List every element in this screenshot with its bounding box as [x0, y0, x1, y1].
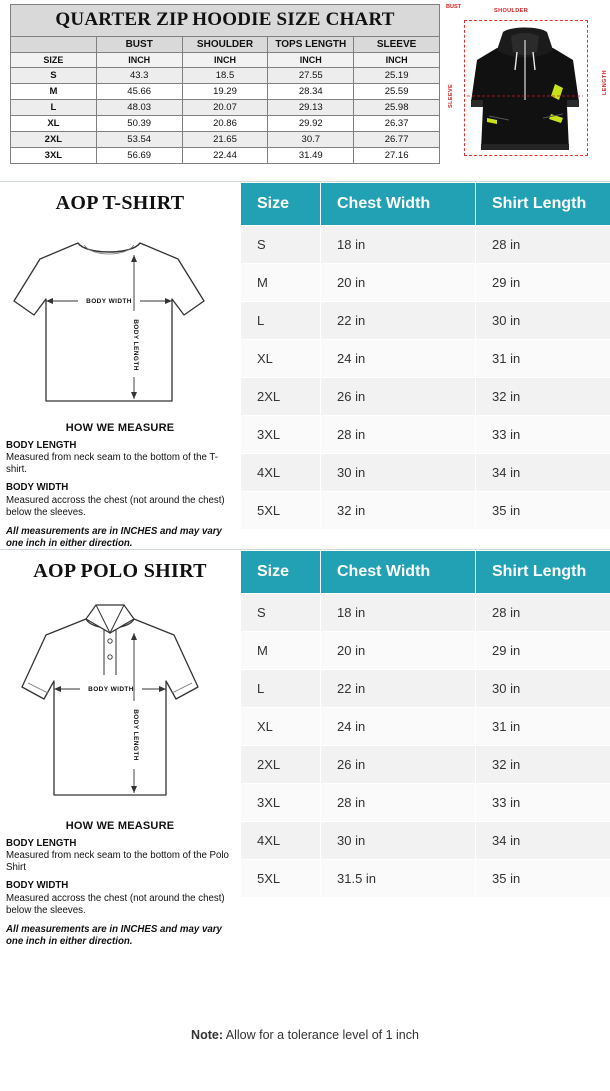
- cell-bust: 48.03: [96, 100, 182, 116]
- hoodie-illustration: [463, 26, 587, 156]
- cell-chest-width: 26 in: [321, 378, 476, 416]
- cell-bust: 50.39: [96, 116, 182, 132]
- cell-shirt-length: 33 in: [476, 416, 610, 454]
- cell-size: M: [11, 84, 97, 100]
- cell-size: L: [241, 670, 321, 708]
- cell-size: L: [241, 302, 321, 340]
- cell-length: 29.13: [268, 100, 354, 116]
- cell-size: S: [241, 594, 321, 632]
- polo-body-width-label: BODY WIDTH: [88, 686, 134, 693]
- cell-shirt-length: 31 in: [476, 708, 610, 746]
- table-row: [241, 708, 610, 746]
- polo-body-length-label: BODY LENGTH: [132, 709, 139, 761]
- cell-shirt-length: 35 in: [476, 860, 610, 898]
- cell-bust: 43.3: [96, 68, 182, 84]
- cell-chest-width: 24 in: [321, 340, 476, 378]
- table-row: [241, 454, 610, 492]
- polo-title: AOP POLO SHIRT: [33, 560, 207, 582]
- tshirt-body-width-label: BODY WIDTH: [86, 298, 132, 305]
- cell-chest-width: 31.5 in: [321, 860, 476, 898]
- hoodie-sleeve-label: SLEEVE: [448, 83, 454, 108]
- header-shirt-length: Shirt Length: [476, 551, 610, 594]
- hoodie-size-chart-section: [0, 0, 610, 182]
- cell-length: 30.7: [268, 132, 354, 148]
- cell-sleeve: 25.98: [354, 100, 440, 116]
- cell-chest-width: 18 in: [321, 594, 476, 632]
- table-row: [241, 746, 610, 784]
- cell-chest-width: 22 in: [321, 670, 476, 708]
- tolerance-note: [0, 1028, 610, 1042]
- cell-size: S: [241, 226, 321, 264]
- table-row: [241, 594, 610, 632]
- hoodie-length-label: LENGTH: [602, 70, 608, 96]
- cell-size: 4XL: [241, 822, 321, 860]
- cell-chest-width: 30 in: [321, 822, 476, 860]
- polo-diagram: [0, 583, 240, 813]
- hoodie-chart-title: QUARTER ZIP HOODIE SIZE CHART: [10, 4, 440, 36]
- unit-cell-shoulder: INCH: [182, 53, 268, 68]
- cell-sleeve: 26.37: [354, 116, 440, 132]
- cell-chest-width: 32 in: [321, 492, 476, 530]
- cell-size: XL: [241, 708, 321, 746]
- tshirt-body-length-label: BODY LENGTH: [132, 319, 139, 371]
- tolerance-note-text: Allow for a tolerance level of 1 inch: [223, 1028, 419, 1042]
- tshirt-diagram: [0, 215, 240, 415]
- cell-size: 2XL: [241, 746, 321, 784]
- table-row: [241, 822, 610, 860]
- cell-shirt-length: 29 in: [476, 632, 610, 670]
- cell-chest-width: 18 in: [321, 226, 476, 264]
- cell-size: 3XL: [241, 416, 321, 454]
- header-cell-tops-length: TOPS LENGTH: [268, 37, 354, 53]
- tshirt-title: AOP T-SHIRT: [55, 192, 185, 214]
- cell-size: 5XL: [241, 492, 321, 530]
- cell-shirt-length: 32 in: [476, 746, 610, 784]
- cell-size: 3XL: [11, 148, 97, 164]
- cell-shirt-length: 34 in: [476, 822, 610, 860]
- polo-info-panel: [0, 550, 240, 948]
- cell-size: L: [11, 100, 97, 116]
- tshirt-body-length-title: BODY LENGTH: [6, 440, 77, 451]
- table-row: [241, 378, 610, 416]
- cell-bust: 53.54: [96, 132, 182, 148]
- tshirt-body-width-block: [0, 476, 240, 518]
- cell-size: M: [241, 264, 321, 302]
- cell-bust: 56.69: [96, 148, 182, 164]
- cell-sleeve: 25.59: [354, 84, 440, 100]
- polo-body-length-block: [0, 832, 240, 874]
- table-row: [241, 632, 610, 670]
- header-chest-width: Chest Width: [321, 183, 476, 226]
- cell-size: 3XL: [241, 784, 321, 822]
- cell-shoulder: 20.07: [182, 100, 268, 116]
- tshirt-body-width-title: BODY WIDTH: [6, 482, 69, 494]
- table-unit-row: [11, 53, 440, 68]
- cell-shirt-length: 28 in: [476, 594, 610, 632]
- tshirt-table-panel: [240, 182, 610, 530]
- cell-length: 27.55: [268, 68, 354, 84]
- cell-length: 31.49: [268, 148, 354, 164]
- table-row: [241, 302, 610, 340]
- cell-chest-width: 28 in: [321, 784, 476, 822]
- cell-shoulder: 18.5: [182, 68, 268, 84]
- cell-size: 5XL: [241, 860, 321, 898]
- polo-how-we-measure-heading: HOW WE MEASURE: [65, 820, 175, 832]
- table-row: [11, 148, 440, 164]
- tshirt-size-chart-section: [0, 182, 610, 550]
- cell-chest-width: 24 in: [321, 708, 476, 746]
- table-row: [241, 340, 610, 378]
- cell-size: 2XL: [241, 378, 321, 416]
- cell-sleeve: 27.16: [354, 148, 440, 164]
- tolerance-note-label: Note:: [191, 1028, 223, 1042]
- header-chest-width: Chest Width: [321, 551, 476, 594]
- tshirt-size-table: [240, 182, 610, 530]
- cell-shirt-length: 33 in: [476, 784, 610, 822]
- polo-body-width-desc: Measured accross the chest (not around the chest) below the sleeves.: [6, 892, 225, 916]
- table-header-row: [11, 37, 440, 53]
- cell-shirt-length: 29 in: [476, 264, 610, 302]
- cell-chest-width: 30 in: [321, 454, 476, 492]
- header-cell-bust: BUST: [96, 37, 182, 53]
- cell-chest-width: 20 in: [321, 632, 476, 670]
- table-header-row: [241, 183, 610, 226]
- cell-shirt-length: 32 in: [476, 378, 610, 416]
- cell-chest-width: 22 in: [321, 302, 476, 340]
- table-row: [241, 860, 610, 898]
- cell-sleeve: 25.19: [354, 68, 440, 84]
- cell-chest-width: 20 in: [321, 264, 476, 302]
- cell-chest-width: 26 in: [321, 746, 476, 784]
- tshirt-info-panel: [0, 182, 240, 550]
- cell-shirt-length: 30 in: [476, 302, 610, 340]
- polo-body-width-block: [0, 874, 240, 916]
- table-row: [241, 226, 610, 264]
- table-row: [11, 116, 440, 132]
- table-row: [241, 416, 610, 454]
- cell-shirt-length: 31 in: [476, 340, 610, 378]
- cell-shoulder: 22.44: [182, 148, 268, 164]
- hoodie-measurement-figure: [446, 4, 608, 176]
- polo-size-chart-section: [0, 550, 610, 1050]
- cell-size: XL: [11, 116, 97, 132]
- tshirt-body-length-block: [0, 434, 240, 476]
- cell-sleeve: 26.77: [354, 132, 440, 148]
- polo-table-panel: [240, 550, 610, 898]
- unit-cell-tops-length: INCH: [268, 53, 354, 68]
- header-size: Size: [241, 183, 321, 226]
- cell-shirt-length: 34 in: [476, 454, 610, 492]
- polo-measurement-note: All measurements are in INCHES and may vary one inch in either direction.: [6, 923, 222, 947]
- header-cell-sleeve: SLEEVE: [354, 37, 440, 53]
- cell-size: S: [11, 68, 97, 84]
- cell-size: M: [241, 632, 321, 670]
- table-row: [11, 100, 440, 116]
- cell-shirt-length: 35 in: [476, 492, 610, 530]
- cell-bust: 45.66: [96, 84, 182, 100]
- tshirt-how-we-measure-heading: HOW WE MEASURE: [65, 422, 175, 434]
- cell-shirt-length: 30 in: [476, 670, 610, 708]
- header-cell-blank: [11, 37, 97, 53]
- hoodie-bust-label: BUST: [446, 4, 461, 10]
- header-cell-shoulder: SHOULDER: [182, 37, 268, 53]
- table-row: [241, 492, 610, 530]
- cell-shirt-length: 28 in: [476, 226, 610, 264]
- cell-length: 29.92: [268, 116, 354, 132]
- polo-body-width-title: BODY WIDTH: [6, 880, 69, 892]
- cell-shoulder: 19.29: [182, 84, 268, 100]
- cell-size: XL: [241, 340, 321, 378]
- header-size: Size: [241, 551, 321, 594]
- header-shirt-length: Shirt Length: [476, 183, 610, 226]
- cell-size: 4XL: [241, 454, 321, 492]
- tshirt-body-width-desc: Measured accross the chest (not around the chest) below the sleeves.: [6, 494, 225, 518]
- hoodie-table-wrapper: [10, 4, 440, 164]
- polo-size-table: [240, 550, 610, 898]
- polo-body-length-desc: Measured from neck seam to the bottom of the Polo Shirt: [6, 850, 229, 874]
- unit-cell-size: SIZE: [11, 53, 97, 68]
- tshirt-body-length-desc: Measured from neck seam to the bottom of the T-shirt.: [6, 452, 218, 476]
- cell-size: 2XL: [11, 132, 97, 148]
- table-row: [241, 670, 610, 708]
- table-row: [11, 68, 440, 84]
- table-row: [11, 84, 440, 100]
- cell-shoulder: 21.65: [182, 132, 268, 148]
- cell-length: 28.34: [268, 84, 354, 100]
- hoodie-shoulder-label: SHOULDER: [494, 8, 529, 14]
- hoodie-size-table: [10, 36, 440, 164]
- table-row: [11, 132, 440, 148]
- unit-cell-bust: INCH: [96, 53, 182, 68]
- unit-cell-sleeve: INCH: [354, 53, 440, 68]
- table-row: [241, 784, 610, 822]
- cell-chest-width: 28 in: [321, 416, 476, 454]
- polo-body-length-title: BODY LENGTH: [6, 838, 77, 849]
- cell-shoulder: 20.86: [182, 116, 268, 132]
- tshirt-measurement-note: All measurements are in INCHES and may vary one inch in either direction.: [6, 525, 222, 549]
- table-row: [241, 264, 610, 302]
- table-header-row: [241, 551, 610, 594]
